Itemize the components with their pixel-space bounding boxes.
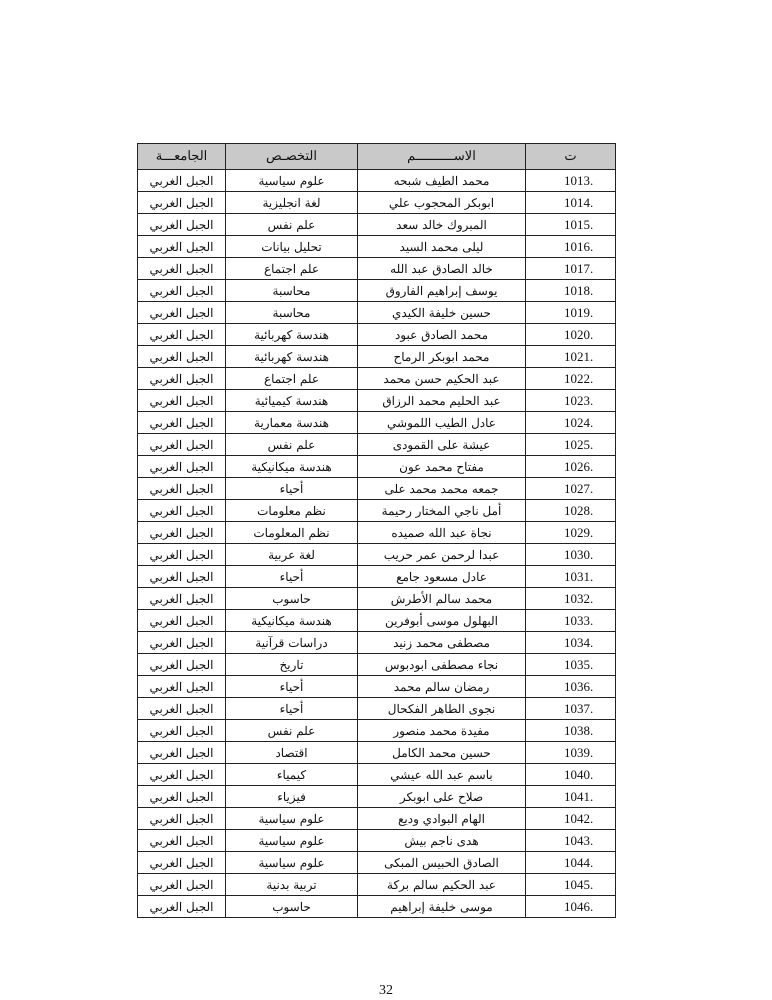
cell-specialty: كيمياء	[226, 764, 358, 786]
cell-name: مفيدة محمد منصور	[358, 720, 526, 742]
table-row	[138, 588, 616, 610]
cell-university: الجبل الغربي	[138, 302, 226, 324]
cell-number: 1036.	[526, 676, 616, 698]
cell-number: 1032.	[526, 588, 616, 610]
table-row	[138, 478, 616, 500]
table-row	[138, 368, 616, 390]
header-name: الاســــــــــم	[358, 144, 526, 170]
table-row	[138, 522, 616, 544]
cell-number: 1014.	[526, 192, 616, 214]
cell-university: الجبل الغربي	[138, 522, 226, 544]
cell-name: باسم عبد الله عيشي	[358, 764, 526, 786]
cell-name: عبد الحكيم سالم بركة	[358, 874, 526, 896]
cell-number: 1035.	[526, 654, 616, 676]
table-row	[138, 852, 616, 874]
cell-specialty: أحياء	[226, 566, 358, 588]
cell-university: الجبل الغربي	[138, 456, 226, 478]
header-specialty: التخصـص	[226, 144, 358, 170]
cell-university: الجبل الغربي	[138, 280, 226, 302]
cell-university: الجبل الغربي	[138, 720, 226, 742]
cell-number: 1045.	[526, 874, 616, 896]
cell-name: هدى ناجم بيش	[358, 830, 526, 852]
cell-specialty: تاريخ	[226, 654, 358, 676]
cell-university: الجبل الغربي	[138, 676, 226, 698]
table-row	[138, 390, 616, 412]
cell-number: 1028.	[526, 500, 616, 522]
cell-university: الجبل الغربي	[138, 236, 226, 258]
cell-number: 1019.	[526, 302, 616, 324]
cell-university: الجبل الغربي	[138, 390, 226, 412]
cell-number: 1017.	[526, 258, 616, 280]
table-row	[138, 544, 616, 566]
cell-number: 1041.	[526, 786, 616, 808]
cell-number: 1034.	[526, 632, 616, 654]
cell-specialty: نظم المعلومات	[226, 522, 358, 544]
cell-university: الجبل الغربي	[138, 610, 226, 632]
header-number: ت	[526, 144, 616, 170]
table-row	[138, 654, 616, 676]
cell-specialty: محاسبة	[226, 302, 358, 324]
cell-name: الصادق الحبيس المبكى	[358, 852, 526, 874]
cell-number: 1027.	[526, 478, 616, 500]
cell-number: 1021.	[526, 346, 616, 368]
table-row	[138, 412, 616, 434]
cell-specialty: علوم سياسية	[226, 170, 358, 192]
table-row	[138, 610, 616, 632]
table-row	[138, 786, 616, 808]
cell-number: 1025.	[526, 434, 616, 456]
cell-name: عيشة على القمودى	[358, 434, 526, 456]
cell-number: 1043.	[526, 830, 616, 852]
table-row	[138, 874, 616, 896]
cell-university: الجبل الغربي	[138, 434, 226, 456]
cell-specialty: هندسة كيميائية	[226, 390, 358, 412]
table-row	[138, 830, 616, 852]
table-row	[138, 214, 616, 236]
cell-name: عبد الحكيم حسن محمد	[358, 368, 526, 390]
cell-university: الجبل الغربي	[138, 258, 226, 280]
cell-number: 1026.	[526, 456, 616, 478]
cell-name: محمد سالم الأطرش	[358, 588, 526, 610]
cell-specialty: علم نفس	[226, 720, 358, 742]
cell-number: 1030.	[526, 544, 616, 566]
cell-name: ليلى محمد السيد	[358, 236, 526, 258]
cell-university: الجبل الغربي	[138, 478, 226, 500]
cell-number: 1023.	[526, 390, 616, 412]
cell-number: 1031.	[526, 566, 616, 588]
cell-number: 1046.	[526, 896, 616, 918]
cell-specialty: هندسة كهربائية	[226, 346, 358, 368]
table-row	[138, 456, 616, 478]
table-row	[138, 632, 616, 654]
cell-university: الجبل الغربي	[138, 764, 226, 786]
table-row	[138, 566, 616, 588]
cell-name: صلاح على ابوبكر	[358, 786, 526, 808]
cell-specialty: حاسوب	[226, 896, 358, 918]
cell-name: نجاء مصطفى ابودبوس	[358, 654, 526, 676]
cell-university: الجبل الغربي	[138, 170, 226, 192]
cell-university: الجبل الغربي	[138, 808, 226, 830]
cell-name: موسى خليفة إبراهيم	[358, 896, 526, 918]
cell-specialty: أحياء	[226, 478, 358, 500]
table-row	[138, 324, 616, 346]
cell-number: 1044.	[526, 852, 616, 874]
cell-name: نجاة عبد الله صميده	[358, 522, 526, 544]
cell-specialty: علوم سياسية	[226, 808, 358, 830]
cell-university: الجبل الغربي	[138, 852, 226, 874]
table-row	[138, 896, 616, 918]
cell-name: المبروك خالد سعد	[358, 214, 526, 236]
table-row	[138, 258, 616, 280]
page-number: 32	[379, 983, 393, 998]
table-row	[138, 676, 616, 698]
cell-university: الجبل الغربي	[138, 786, 226, 808]
cell-name: أمل ناجي المختار رحيمة	[358, 500, 526, 522]
cell-specialty: علوم سياسية	[226, 852, 358, 874]
cell-number: 1038.	[526, 720, 616, 742]
cell-name: عبد الحليم محمد الرزاق	[358, 390, 526, 412]
cell-name: رمضان سالم محمد	[358, 676, 526, 698]
cell-number: 1024.	[526, 412, 616, 434]
cell-specialty: حاسوب	[226, 588, 358, 610]
cell-specialty: دراسات قرآنية	[226, 632, 358, 654]
cell-university: الجبل الغربي	[138, 368, 226, 390]
cell-specialty: هندسة كهربائية	[226, 324, 358, 346]
cell-number: 1033.	[526, 610, 616, 632]
cell-name: ابوبكر المحجوب علي	[358, 192, 526, 214]
header-university: الجامعـــة	[138, 144, 226, 170]
cell-university: الجبل الغربي	[138, 698, 226, 720]
cell-university: الجبل الغربي	[138, 742, 226, 764]
cell-specialty: علم اجتماع	[226, 258, 358, 280]
cell-number: 1040.	[526, 764, 616, 786]
table-header-row	[138, 144, 616, 170]
cell-number: 1042.	[526, 808, 616, 830]
cell-university: الجبل الغربي	[138, 632, 226, 654]
cell-specialty: اقتصاد	[226, 742, 358, 764]
cell-number: 1037.	[526, 698, 616, 720]
cell-specialty: علم نفس	[226, 214, 358, 236]
cell-university: الجبل الغربي	[138, 654, 226, 676]
table-row	[138, 302, 616, 324]
cell-name: حسين خليفة الكيدي	[358, 302, 526, 324]
cell-specialty: تحليل بيانات	[226, 236, 358, 258]
cell-name: جمعه محمد محمد على	[358, 478, 526, 500]
cell-university: الجبل الغربي	[138, 500, 226, 522]
cell-number: 1029.	[526, 522, 616, 544]
cell-university: الجبل الغربي	[138, 896, 226, 918]
cell-number: 1022.	[526, 368, 616, 390]
cell-university: الجبل الغربي	[138, 324, 226, 346]
cell-name: خالد الصادق عبد الله	[358, 258, 526, 280]
cell-name: محمد الطيف شبحه	[358, 170, 526, 192]
cell-university: الجبل الغربي	[138, 874, 226, 896]
cell-name: الهام البوادي وديع	[358, 808, 526, 830]
cell-number: 1018.	[526, 280, 616, 302]
cell-specialty: محاسبة	[226, 280, 358, 302]
table-row	[138, 764, 616, 786]
cell-university: الجبل الغربي	[138, 544, 226, 566]
cell-number: 1039.	[526, 742, 616, 764]
table-row	[138, 742, 616, 764]
cell-name: عادل مسعود جامع	[358, 566, 526, 588]
cell-specialty: علم اجتماع	[226, 368, 358, 390]
cell-name: عبدا لرحمن عمر حريب	[358, 544, 526, 566]
cell-specialty: هندسة ميكانيكية	[226, 610, 358, 632]
cell-university: الجبل الغربي	[138, 566, 226, 588]
cell-specialty: لغة عربية	[226, 544, 358, 566]
cell-specialty: هندسة معمارية	[226, 412, 358, 434]
table-row	[138, 698, 616, 720]
cell-specialty: فيزياء	[226, 786, 358, 808]
table-row	[138, 346, 616, 368]
students-table	[137, 143, 616, 918]
cell-name: حسين محمد الكامل	[358, 742, 526, 764]
cell-specialty: تربية بدنية	[226, 874, 358, 896]
cell-specialty: علوم سياسية	[226, 830, 358, 852]
cell-number: 1013.	[526, 170, 616, 192]
cell-specialty: أحياء	[226, 676, 358, 698]
cell-specialty: هندسة ميكانيكية	[226, 456, 358, 478]
table-row	[138, 280, 616, 302]
table-row	[138, 434, 616, 456]
cell-name: عادل الطيب اللموشي	[358, 412, 526, 434]
cell-number: 1016.	[526, 236, 616, 258]
cell-name: نجوى الطاهر الفكحال	[358, 698, 526, 720]
cell-university: الجبل الغربي	[138, 214, 226, 236]
cell-name: البهلول موسى أبوفرين	[358, 610, 526, 632]
cell-name: محمد الصادق عبود	[358, 324, 526, 346]
cell-name: مفتاح محمد عون	[358, 456, 526, 478]
table-row	[138, 808, 616, 830]
table-row	[138, 170, 616, 192]
table-row	[138, 500, 616, 522]
cell-university: الجبل الغربي	[138, 412, 226, 434]
table-row	[138, 720, 616, 742]
cell-university: الجبل الغربي	[138, 830, 226, 852]
cell-university: الجبل الغربي	[138, 346, 226, 368]
cell-specialty: أحياء	[226, 698, 358, 720]
cell-specialty: نظم معلومات	[226, 500, 358, 522]
table-row	[138, 192, 616, 214]
cell-name: محمد ابوبكر الرماح	[358, 346, 526, 368]
cell-name: يوسف إبراهيم الفاروق	[358, 280, 526, 302]
cell-specialty: علم نفس	[226, 434, 358, 456]
cell-number: 1020.	[526, 324, 616, 346]
cell-specialty: لغة انجليزية	[226, 192, 358, 214]
table-row	[138, 236, 616, 258]
cell-university: الجبل الغربي	[138, 588, 226, 610]
cell-number: 1015.	[526, 214, 616, 236]
cell-name: مصطفى محمد زنيد	[358, 632, 526, 654]
cell-university: الجبل الغربي	[138, 192, 226, 214]
